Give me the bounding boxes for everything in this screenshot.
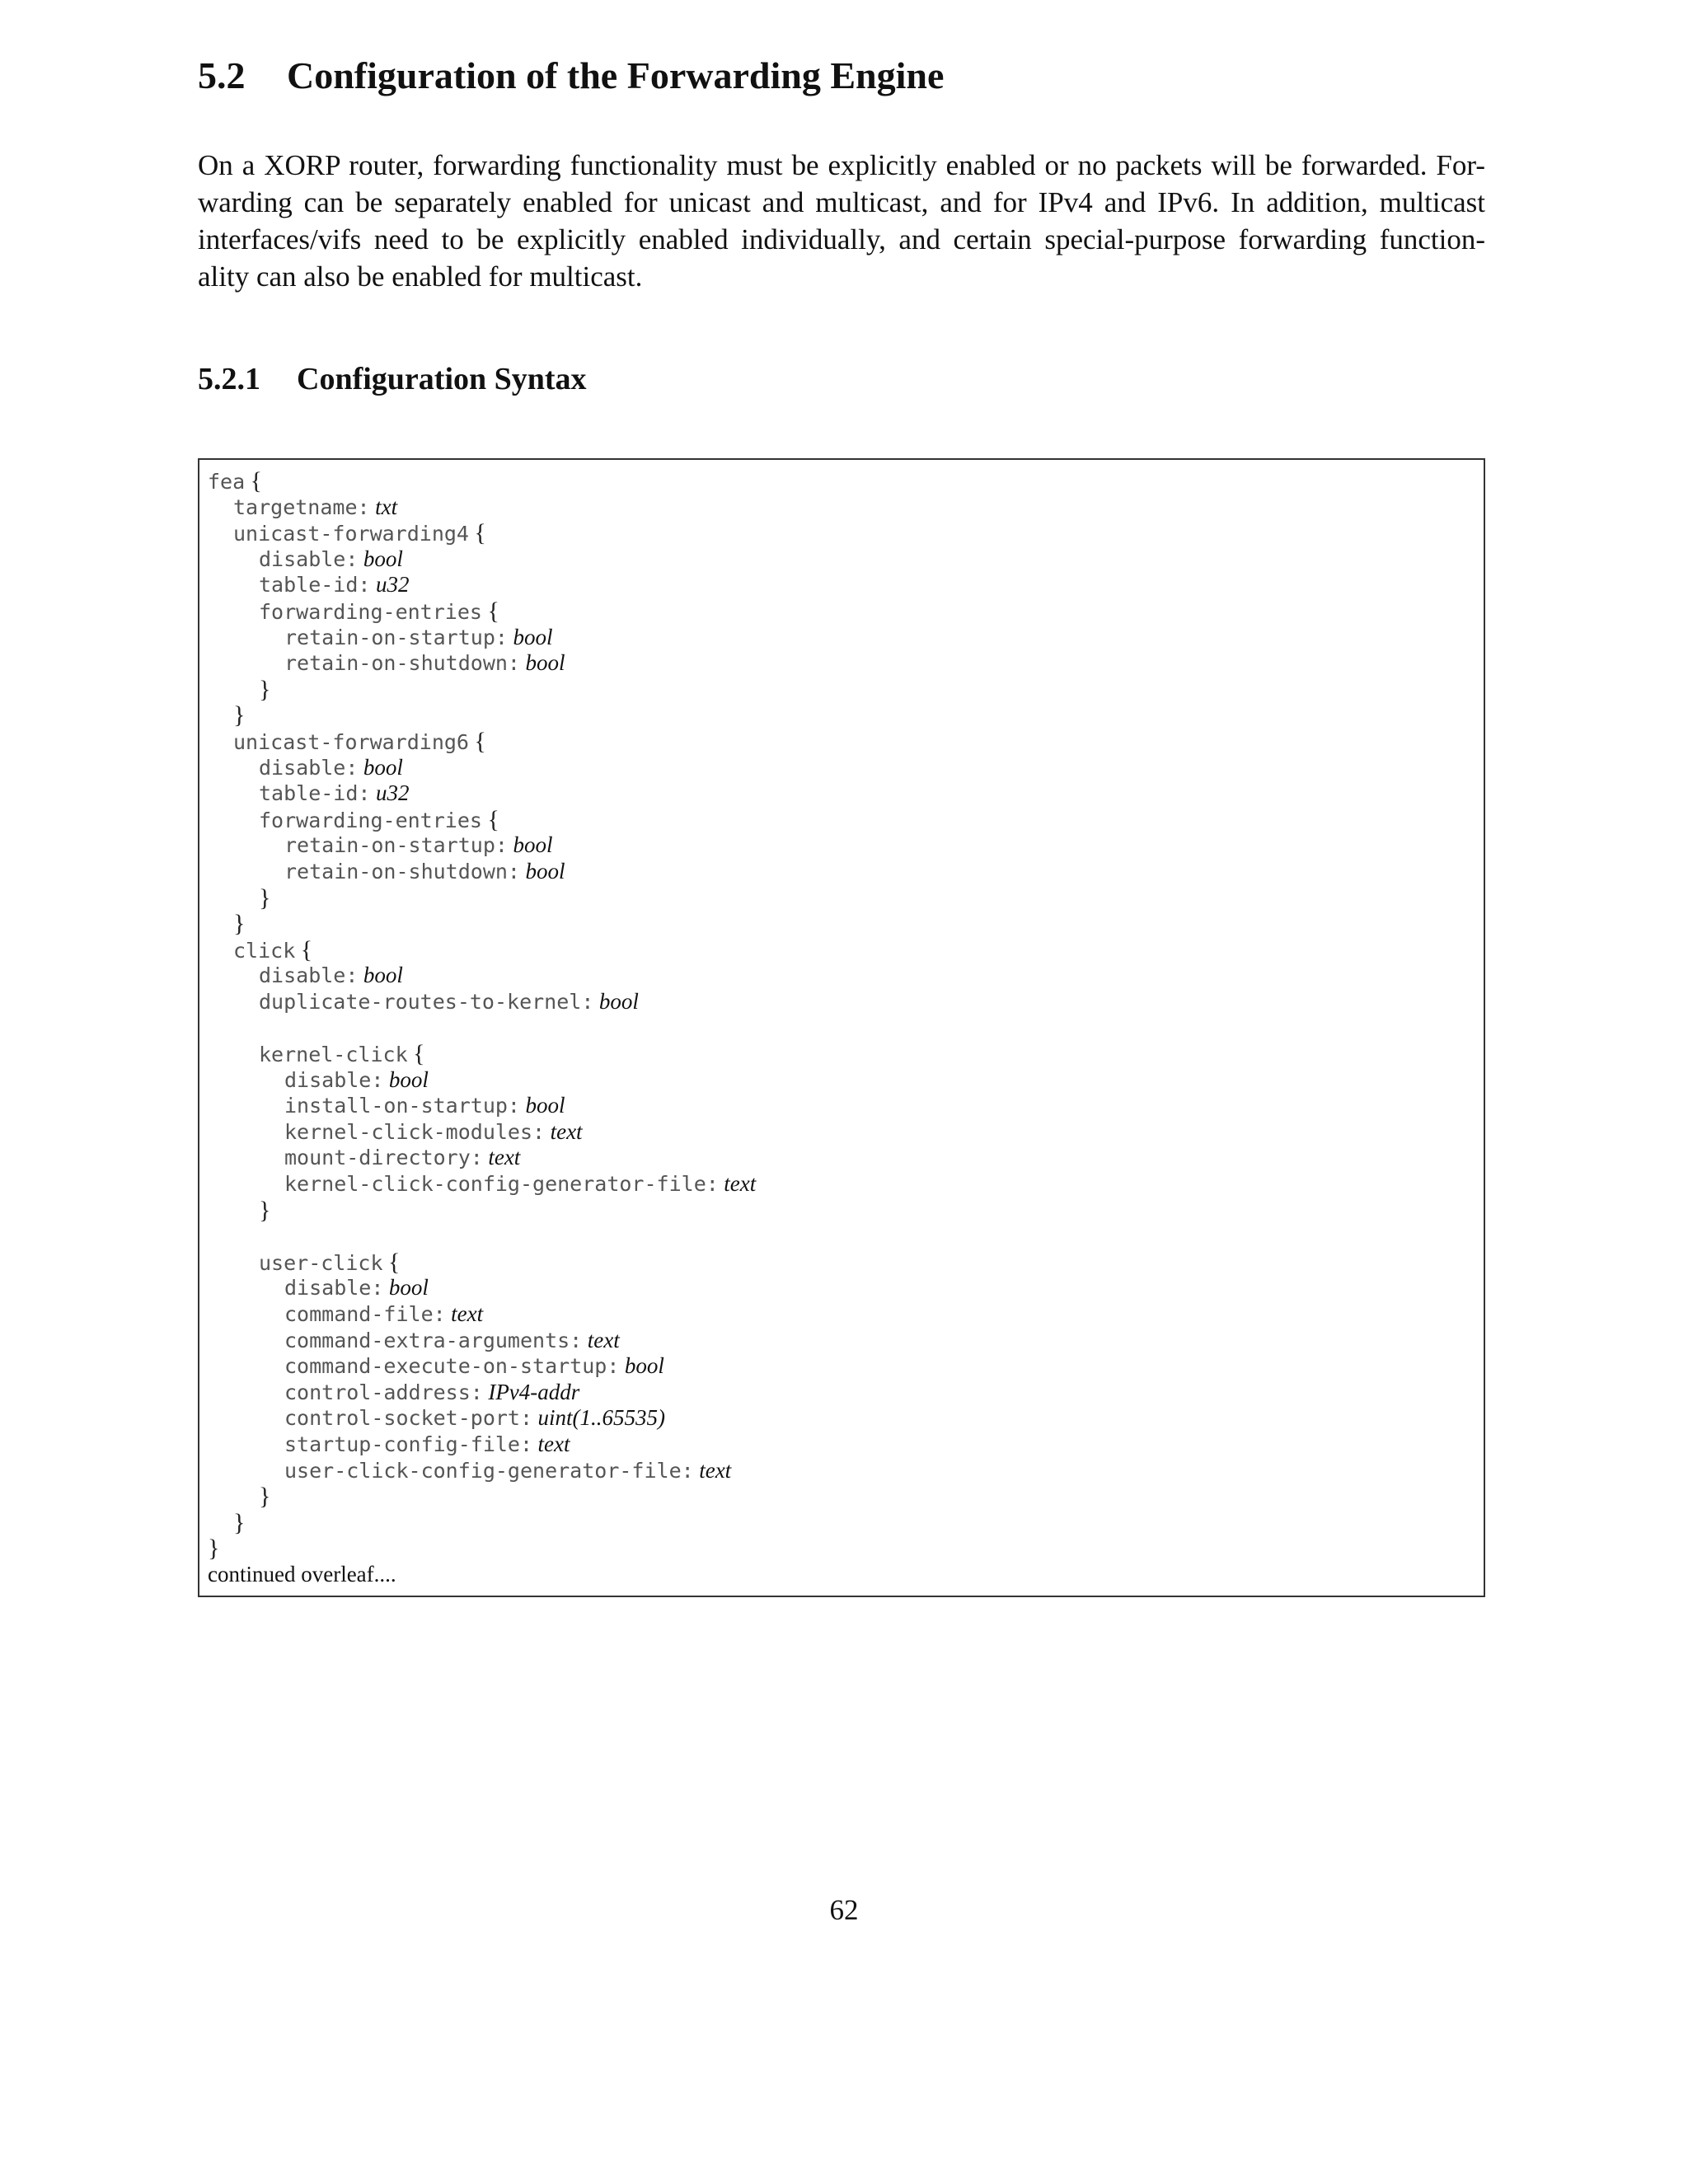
config-key: retain-on-startup: <box>284 833 508 858</box>
config-key: fea <box>208 470 246 494</box>
config-key: install-on-startup: <box>284 1094 520 1118</box>
config-line <box>208 1067 756 1094</box>
close-brace: } <box>259 1196 271 1224</box>
config-key: retain-on-shutdown: <box>284 651 520 676</box>
intro-line: warding can be separately enabled for unicast and multicast, and for IPv4 and IPv6. In addition, multicast <box>198 186 1485 218</box>
intro-line: ality can also be enabled for multicast. <box>198 260 643 293</box>
config-key: control-socket-port: <box>284 1406 533 1431</box>
config-key: user-click <box>259 1250 383 1275</box>
config-value-type: text <box>587 1327 620 1352</box>
config-key: forwarding-entries <box>259 599 482 624</box>
config-value-type: bool <box>525 1093 565 1118</box>
config-line <box>208 598 756 625</box>
config-line <box>208 1093 756 1119</box>
close-brace: } <box>233 1508 246 1536</box>
config-line <box>208 911 756 937</box>
config-line <box>208 1041 756 1067</box>
section-heading <box>198 51 944 101</box>
config-line <box>208 729 756 755</box>
config-value-type: uint(1..65535) <box>537 1405 666 1431</box>
config-key: disable: <box>259 755 359 780</box>
config-key: forwarding-entries <box>259 808 482 832</box>
config-value-type: text <box>699 1457 732 1483</box>
config-key: retain-on-shutdown: <box>284 859 520 883</box>
config-value-type: u32 <box>375 572 410 598</box>
config-value-type: u32 <box>375 780 410 806</box>
config-line <box>208 1015 756 1041</box>
config-line <box>208 520 756 546</box>
config-line <box>208 989 756 1015</box>
config-line <box>208 1535 756 1562</box>
config-key: table-id: <box>259 781 371 806</box>
config-line <box>208 885 756 912</box>
open-brace: { <box>413 1040 425 1068</box>
close-brace: } <box>208 1535 220 1563</box>
config-line <box>208 1301 756 1328</box>
config-line <box>208 937 756 963</box>
config-key: disable: <box>259 963 359 988</box>
open-brace: { <box>487 805 499 833</box>
config-key: unicast-forwarding6 <box>233 729 469 754</box>
config-key: unicast-forwarding4 <box>233 522 469 546</box>
config-value-type: IPv4-addr <box>488 1379 580 1404</box>
config-line <box>208 650 756 677</box>
config-line <box>208 1197 756 1224</box>
config-key: disable: <box>259 546 359 571</box>
config-value-type: bool <box>363 754 403 780</box>
subsection-heading <box>198 359 587 400</box>
config-line <box>208 572 756 598</box>
config-key: kernel-click <box>259 1043 408 1067</box>
section-title: Configuration of the Forwarding Engine <box>287 54 945 96</box>
config-line <box>208 755 756 781</box>
config-line <box>208 677 756 703</box>
open-brace: { <box>300 935 313 963</box>
config-value-type: bool <box>363 546 403 571</box>
subsection-title: Configuration Syntax <box>297 362 587 396</box>
open-brace: { <box>250 467 263 494</box>
config-key: command-execute-on-startup: <box>284 1354 620 1379</box>
config-line <box>208 625 756 651</box>
close-brace: } <box>233 701 246 729</box>
config-value-type: bool <box>624 1353 664 1379</box>
open-brace: { <box>487 597 499 625</box>
config-line <box>208 546 756 573</box>
config-key: kernel-click-config-generator-file: <box>284 1172 719 1197</box>
config-key: command-extra-arguments: <box>284 1328 583 1352</box>
config-value-type: bool <box>363 963 403 988</box>
config-line <box>208 1432 756 1458</box>
config-line <box>208 1223 756 1249</box>
config-line <box>208 859 756 885</box>
config-key: mount-directory: <box>284 1146 483 1170</box>
config-value-type: bool <box>388 1066 429 1092</box>
config-value-type: bool <box>513 832 553 858</box>
config-line <box>208 1510 756 1536</box>
config-value-type: text <box>724 1171 757 1197</box>
config-line <box>208 1405 756 1432</box>
close-brace: } <box>233 910 246 938</box>
config-key: control-address: <box>284 1380 483 1404</box>
config-line <box>208 1328 756 1354</box>
config-key: disable: <box>284 1276 384 1301</box>
config-value-type: bool <box>525 650 565 676</box>
config-value-type: bool <box>513 624 553 649</box>
intro-line: On a XORP router, forwarding functionality must be explicitly enabled or no packets will be forwarded. For- <box>198 149 1485 181</box>
config-value-type: text <box>537 1431 570 1456</box>
config-line <box>208 468 756 494</box>
config-line <box>208 1458 756 1484</box>
config-line <box>208 780 756 807</box>
open-brace: { <box>388 1248 401 1276</box>
intro-paragraph <box>198 147 1485 295</box>
config-value-type: bool <box>388 1275 429 1301</box>
config-value-type: text <box>488 1145 521 1170</box>
config-line <box>208 1380 756 1406</box>
config-key: duplicate-routes-to-kernel: <box>259 989 594 1014</box>
config-line <box>208 1353 756 1380</box>
config-line <box>208 1119 756 1146</box>
section-number: 5.2 <box>198 54 246 96</box>
config-line <box>208 1145 756 1171</box>
config-line <box>208 963 756 989</box>
config-key: click <box>233 938 296 963</box>
config-line <box>208 832 756 859</box>
config-key: targetname: <box>233 494 370 519</box>
config-key: kernel-click-modules: <box>284 1119 546 1144</box>
config-value-type: text <box>550 1118 583 1144</box>
continued-note: continued overleaf.... <box>208 1562 396 1586</box>
config-value-type: bool <box>598 988 639 1014</box>
config-line <box>208 1171 756 1197</box>
config-code-block <box>208 468 756 1562</box>
subsection-number: 5.2.1 <box>198 362 260 396</box>
config-value-type: text <box>451 1301 484 1326</box>
config-value-type: txt <box>375 494 398 519</box>
config-line <box>208 1483 756 1510</box>
config-key: user-click-config-generator-file: <box>284 1458 694 1483</box>
close-brace: } <box>259 883 271 912</box>
config-key: retain-on-startup: <box>284 625 508 649</box>
close-brace: } <box>259 1483 271 1511</box>
config-key: table-id: <box>259 573 371 598</box>
config-line <box>208 1275 756 1301</box>
config-line <box>208 494 756 521</box>
config-line <box>208 1249 756 1276</box>
config-key: disable: <box>284 1067 384 1092</box>
close-brace: } <box>259 675 271 703</box>
config-key: command-file: <box>284 1302 446 1326</box>
config-key: startup-config-file: <box>284 1432 533 1456</box>
open-brace: { <box>474 519 486 547</box>
config-line <box>208 807 756 833</box>
config-value-type: bool <box>525 858 565 883</box>
config-syntax-box <box>198 458 1485 1597</box>
intro-line: interfaces/vifs need to be explicitly enabled individually, and certain special-purpose forwarding function- <box>198 223 1485 255</box>
page-number: 62 <box>829 1894 859 1926</box>
config-line <box>208 702 756 729</box>
open-brace: { <box>474 727 486 755</box>
